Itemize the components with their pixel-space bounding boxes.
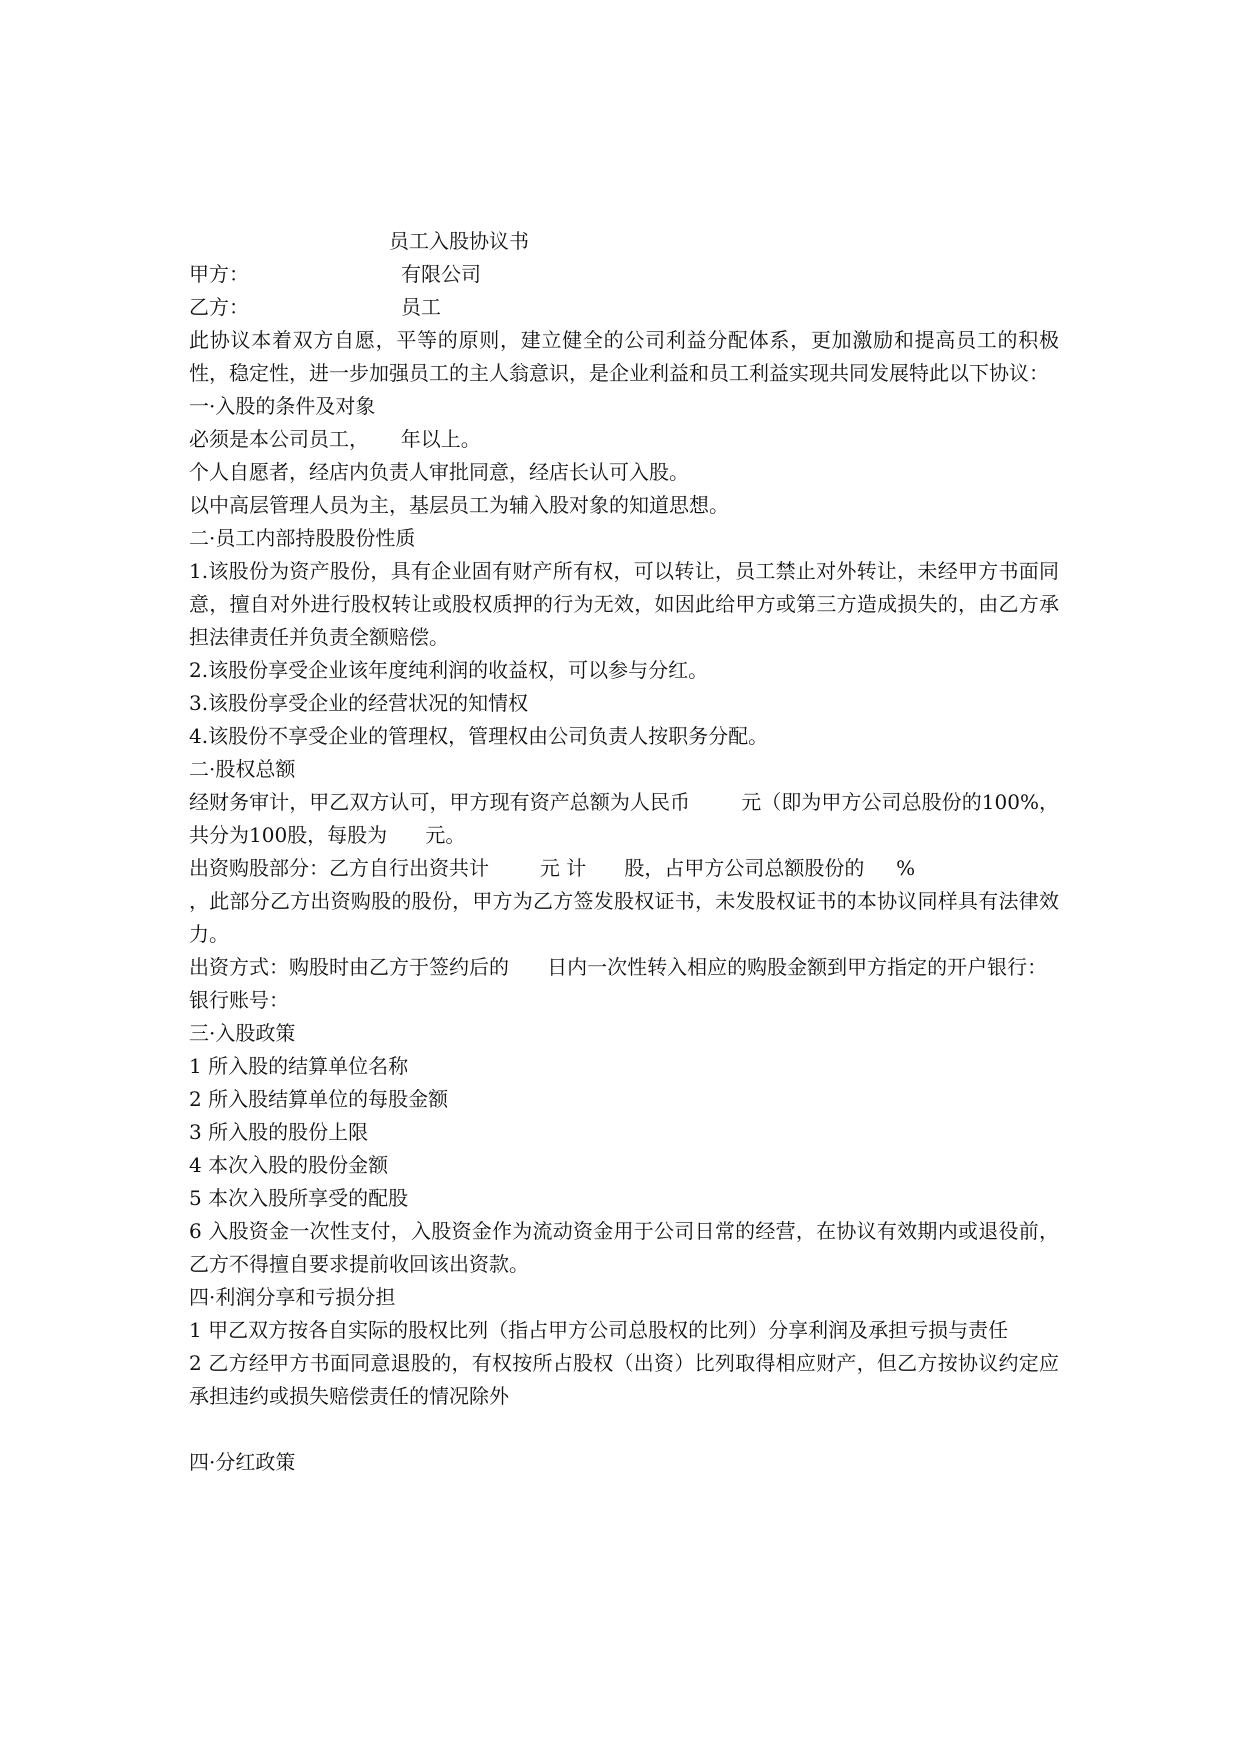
section-item: 1 甲乙双方按各自实际的股权比列（指占甲方公司总股权的比列）分享利润及承担亏损与责任 bbox=[189, 1318, 1009, 1342]
section-heading: 四·利润分享和亏损分担 bbox=[189, 1285, 396, 1309]
section-item: 以中高层管理人员为主，基层员工为辅入股对象的知道思想。 bbox=[189, 493, 729, 517]
section-heading: 二·员工内部持股股份性质 bbox=[189, 526, 416, 550]
section-item: 银行账号： bbox=[189, 988, 289, 1012]
section-item: 必须是本公司员工， 年以上。 bbox=[189, 427, 481, 451]
section-item: 3 所入股的股份上限 bbox=[189, 1120, 369, 1144]
document-title: 员工入股协议书 bbox=[389, 229, 529, 253]
section-item: 2 乙方经甲方书面同意退股的，有权按所占股权（出资）比列取得相应财产，但乙方按协议约定应承担违约或损失赔偿责任的情况除外 bbox=[189, 1351, 1059, 1408]
section-item: ，此部分乙方出资购股的股份，甲方为乙方签发股权证书，未发股权证书的本协议同样具有法律效力。 bbox=[189, 889, 1059, 946]
section-heading: 三·入股政策 bbox=[189, 1021, 296, 1045]
party-a-label: 甲方： bbox=[189, 262, 249, 286]
section-item: 6 入股资金一次性支付，入股资金作为流动资金用于公司日常的经营，在协议有效期内或退役前，乙方不得擅自要求提前收回该出资款。 bbox=[189, 1219, 1059, 1276]
party-b-label: 乙方： bbox=[189, 295, 249, 319]
party-b-row bbox=[189, 291, 1059, 324]
section-item: 出资购股部分：乙方自行出资共计 元 计 股，占甲方公司总额股份的 % bbox=[189, 856, 916, 880]
section-heading: 四·分红政策 bbox=[189, 1450, 296, 1474]
section-item: 1.该股份为资产股份，具有企业固有财产所有权，可以转让，员工禁止对外转让，未经甲方书面同意，擅自对外进行股权转让或股权质押的行为无效，如因此给甲方或第三方造成损失的，由乙方承担法律责任并负责全额赔偿。 bbox=[189, 559, 1059, 649]
section-item: 2 所入股结算单位的每股金额 bbox=[189, 1087, 449, 1111]
party-a-value: 有限公司 bbox=[401, 262, 481, 286]
section-item: 个人自愿者，经店内负责人审批同意，经店长认可入股。 bbox=[189, 460, 689, 484]
section-item: 5 本次入股所享受的配股 bbox=[189, 1186, 409, 1210]
section-item: 3.该股份享受企业的经营状况的知情权 bbox=[189, 691, 529, 715]
blank-line bbox=[189, 1413, 1059, 1446]
section-item: 2.该股份享受企业该年度纯利润的收益权，可以参与分红。 bbox=[189, 658, 709, 682]
preamble-paragraph: 此协议本着双方自愿，平等的原则，建立健全的公司利益分配体系，更加激励和提高员工的积极性，稳定性，进一步加强员工的主人翁意识，是企业利益和员工利益实现共同发展特此以下协议： bbox=[189, 328, 1059, 385]
section-item: 出资方式：购股时由乙方于签约后的 日内一次性转入相应的购股金额到甲方指定的开户银行： bbox=[189, 955, 1048, 979]
section-item: 1 所入股的结算单位名称 bbox=[189, 1054, 409, 1078]
party-b-value: 员工 bbox=[401, 295, 441, 319]
document-body bbox=[189, 225, 1059, 1479]
section-item: 4.该股份不享受企业的管理权，管理权由公司负责人按职务分配。 bbox=[189, 724, 769, 748]
section-item: 经财务审计，甲乙双方认可，甲方现有资产总额为人民币 元（即为甲方公司总股份的100%，共分为100股，每股为 元。 bbox=[189, 790, 1059, 847]
section-item: 4 本次入股的股份金额 bbox=[189, 1153, 389, 1177]
party-a-row bbox=[189, 258, 1059, 291]
section-heading: 二·股权总额 bbox=[189, 757, 296, 781]
section-heading: 一·入股的条件及对象 bbox=[189, 394, 376, 418]
